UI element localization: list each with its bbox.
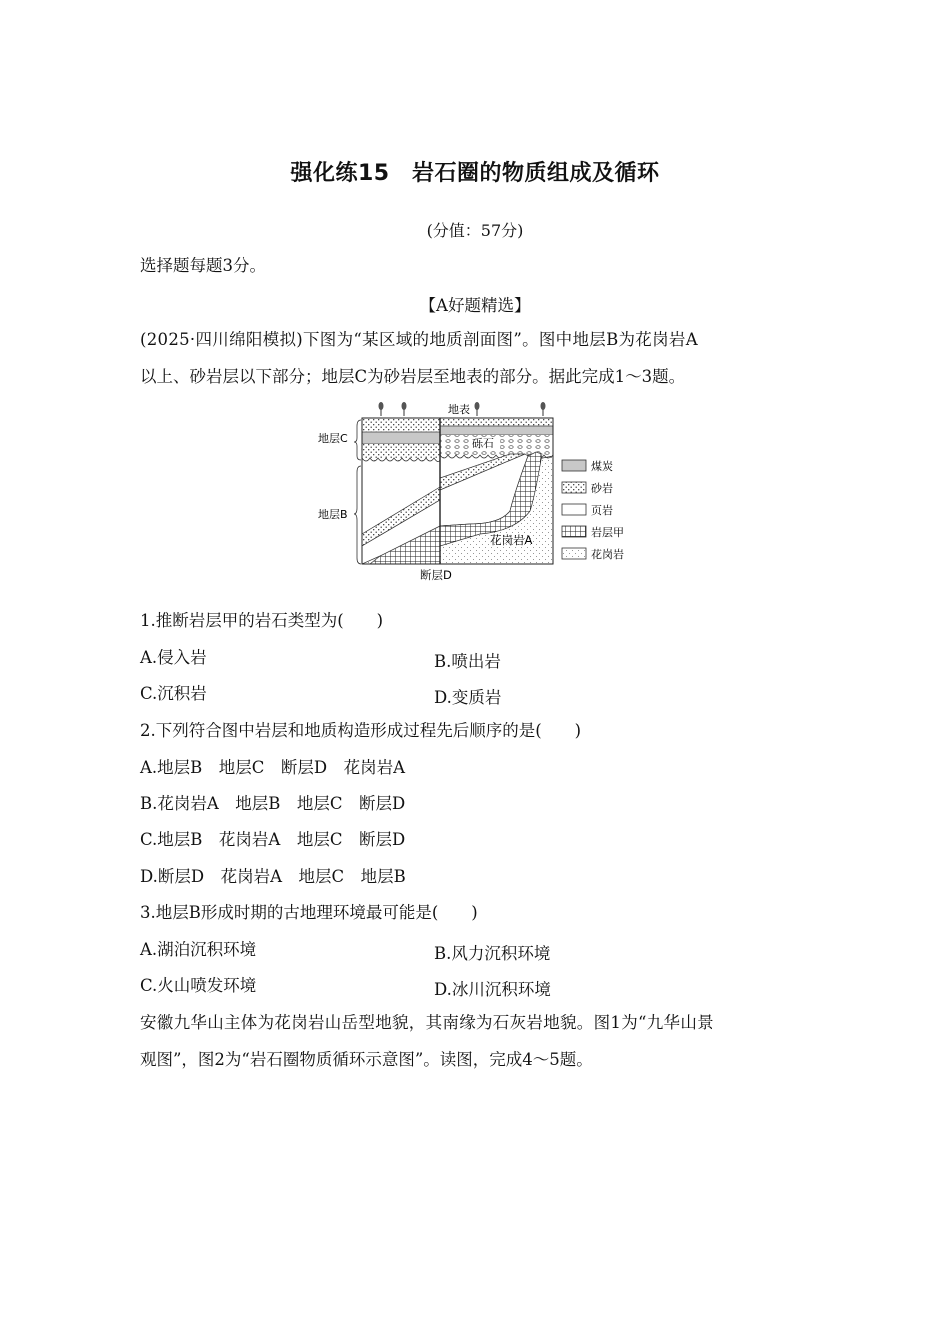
- page-title: 强化练15 岩石圈的物质组成及循环: [290, 161, 660, 186]
- intro2-line1: 安徽九华山主体为花岗岩山岳型地貌，其南缘为石灰岩地貌。图1为“九华山景: [140, 1013, 714, 1032]
- q2-option-d[interactable]: D.断层D 花岗岩A 地层C 地层B: [140, 867, 406, 886]
- label-fault-d: 断层D: [420, 568, 452, 582]
- q1-option-c[interactable]: C.沉积岩: [140, 684, 207, 703]
- label-gravel: 砾石: [472, 437, 494, 450]
- intro1-line2: 以上、砂岩层以下部分；地层C为砂岩层至地表的部分。据此完成1～3题。: [140, 367, 686, 386]
- q1-stem: 1.推断岩层甲的岩石类型为( ): [140, 611, 384, 630]
- q3-option-a[interactable]: A.湖泊沉积环境: [140, 940, 257, 959]
- figure-legend: [562, 459, 624, 561]
- section-a-heading: 【A好题精选】: [419, 296, 531, 315]
- label-layer-b: 地层B: [318, 508, 348, 521]
- q2-option-b[interactable]: B.花岗岩A 地层B 地层C 断层D: [140, 794, 406, 813]
- intro2-line2: 观图”，图2为“岩石圈物质循环示意图”。读图，完成4～5题。: [140, 1050, 593, 1069]
- q2-option-a[interactable]: A.地层B 地层C 断层D 花岗岩A: [140, 758, 406, 777]
- legend-granite: 花岗岩: [591, 548, 624, 561]
- label-surface: 地表: [448, 403, 470, 416]
- legend-shale: 页岩: [591, 504, 613, 517]
- label-granite-a: 花岗岩A: [490, 533, 533, 547]
- geologic-section-figure: [310, 396, 650, 588]
- q1-option-a[interactable]: A.侵入岩: [140, 648, 207, 667]
- legend-rock-jia: 岩层甲: [591, 526, 624, 539]
- legend-coal: 煤炭: [591, 460, 613, 473]
- q1-option-b[interactable]: B.喷出岩: [434, 652, 501, 671]
- intro1-line1: (2025·四川绵阳模拟)下图为“某区域的地质剖面图”。图中地层B为花岗岩A: [140, 330, 698, 349]
- q2-option-c[interactable]: C.地层B 花岗岩A 地层C 断层D: [140, 830, 406, 849]
- q3-option-b[interactable]: B.风力沉积环境: [434, 944, 551, 963]
- q1-option-d[interactable]: D.变质岩: [434, 688, 502, 707]
- label-layer-c: 地层C: [318, 432, 348, 445]
- score-note: (分值：57分): [426, 221, 524, 240]
- q3-option-c[interactable]: C.火山喷发环境: [140, 976, 257, 995]
- q2-stem: 2.下列符合图中岩层和地质构造形成过程先后顺序的是( ): [140, 721, 582, 740]
- q3-option-d[interactable]: D.冰川沉积环境: [434, 980, 551, 999]
- instruction: 选择题每题3分。: [140, 256, 266, 275]
- q3-stem: 3.地层B形成时期的古地理环境最可能是( ): [140, 903, 478, 922]
- legend-sandstone: 砂岩: [591, 482, 613, 495]
